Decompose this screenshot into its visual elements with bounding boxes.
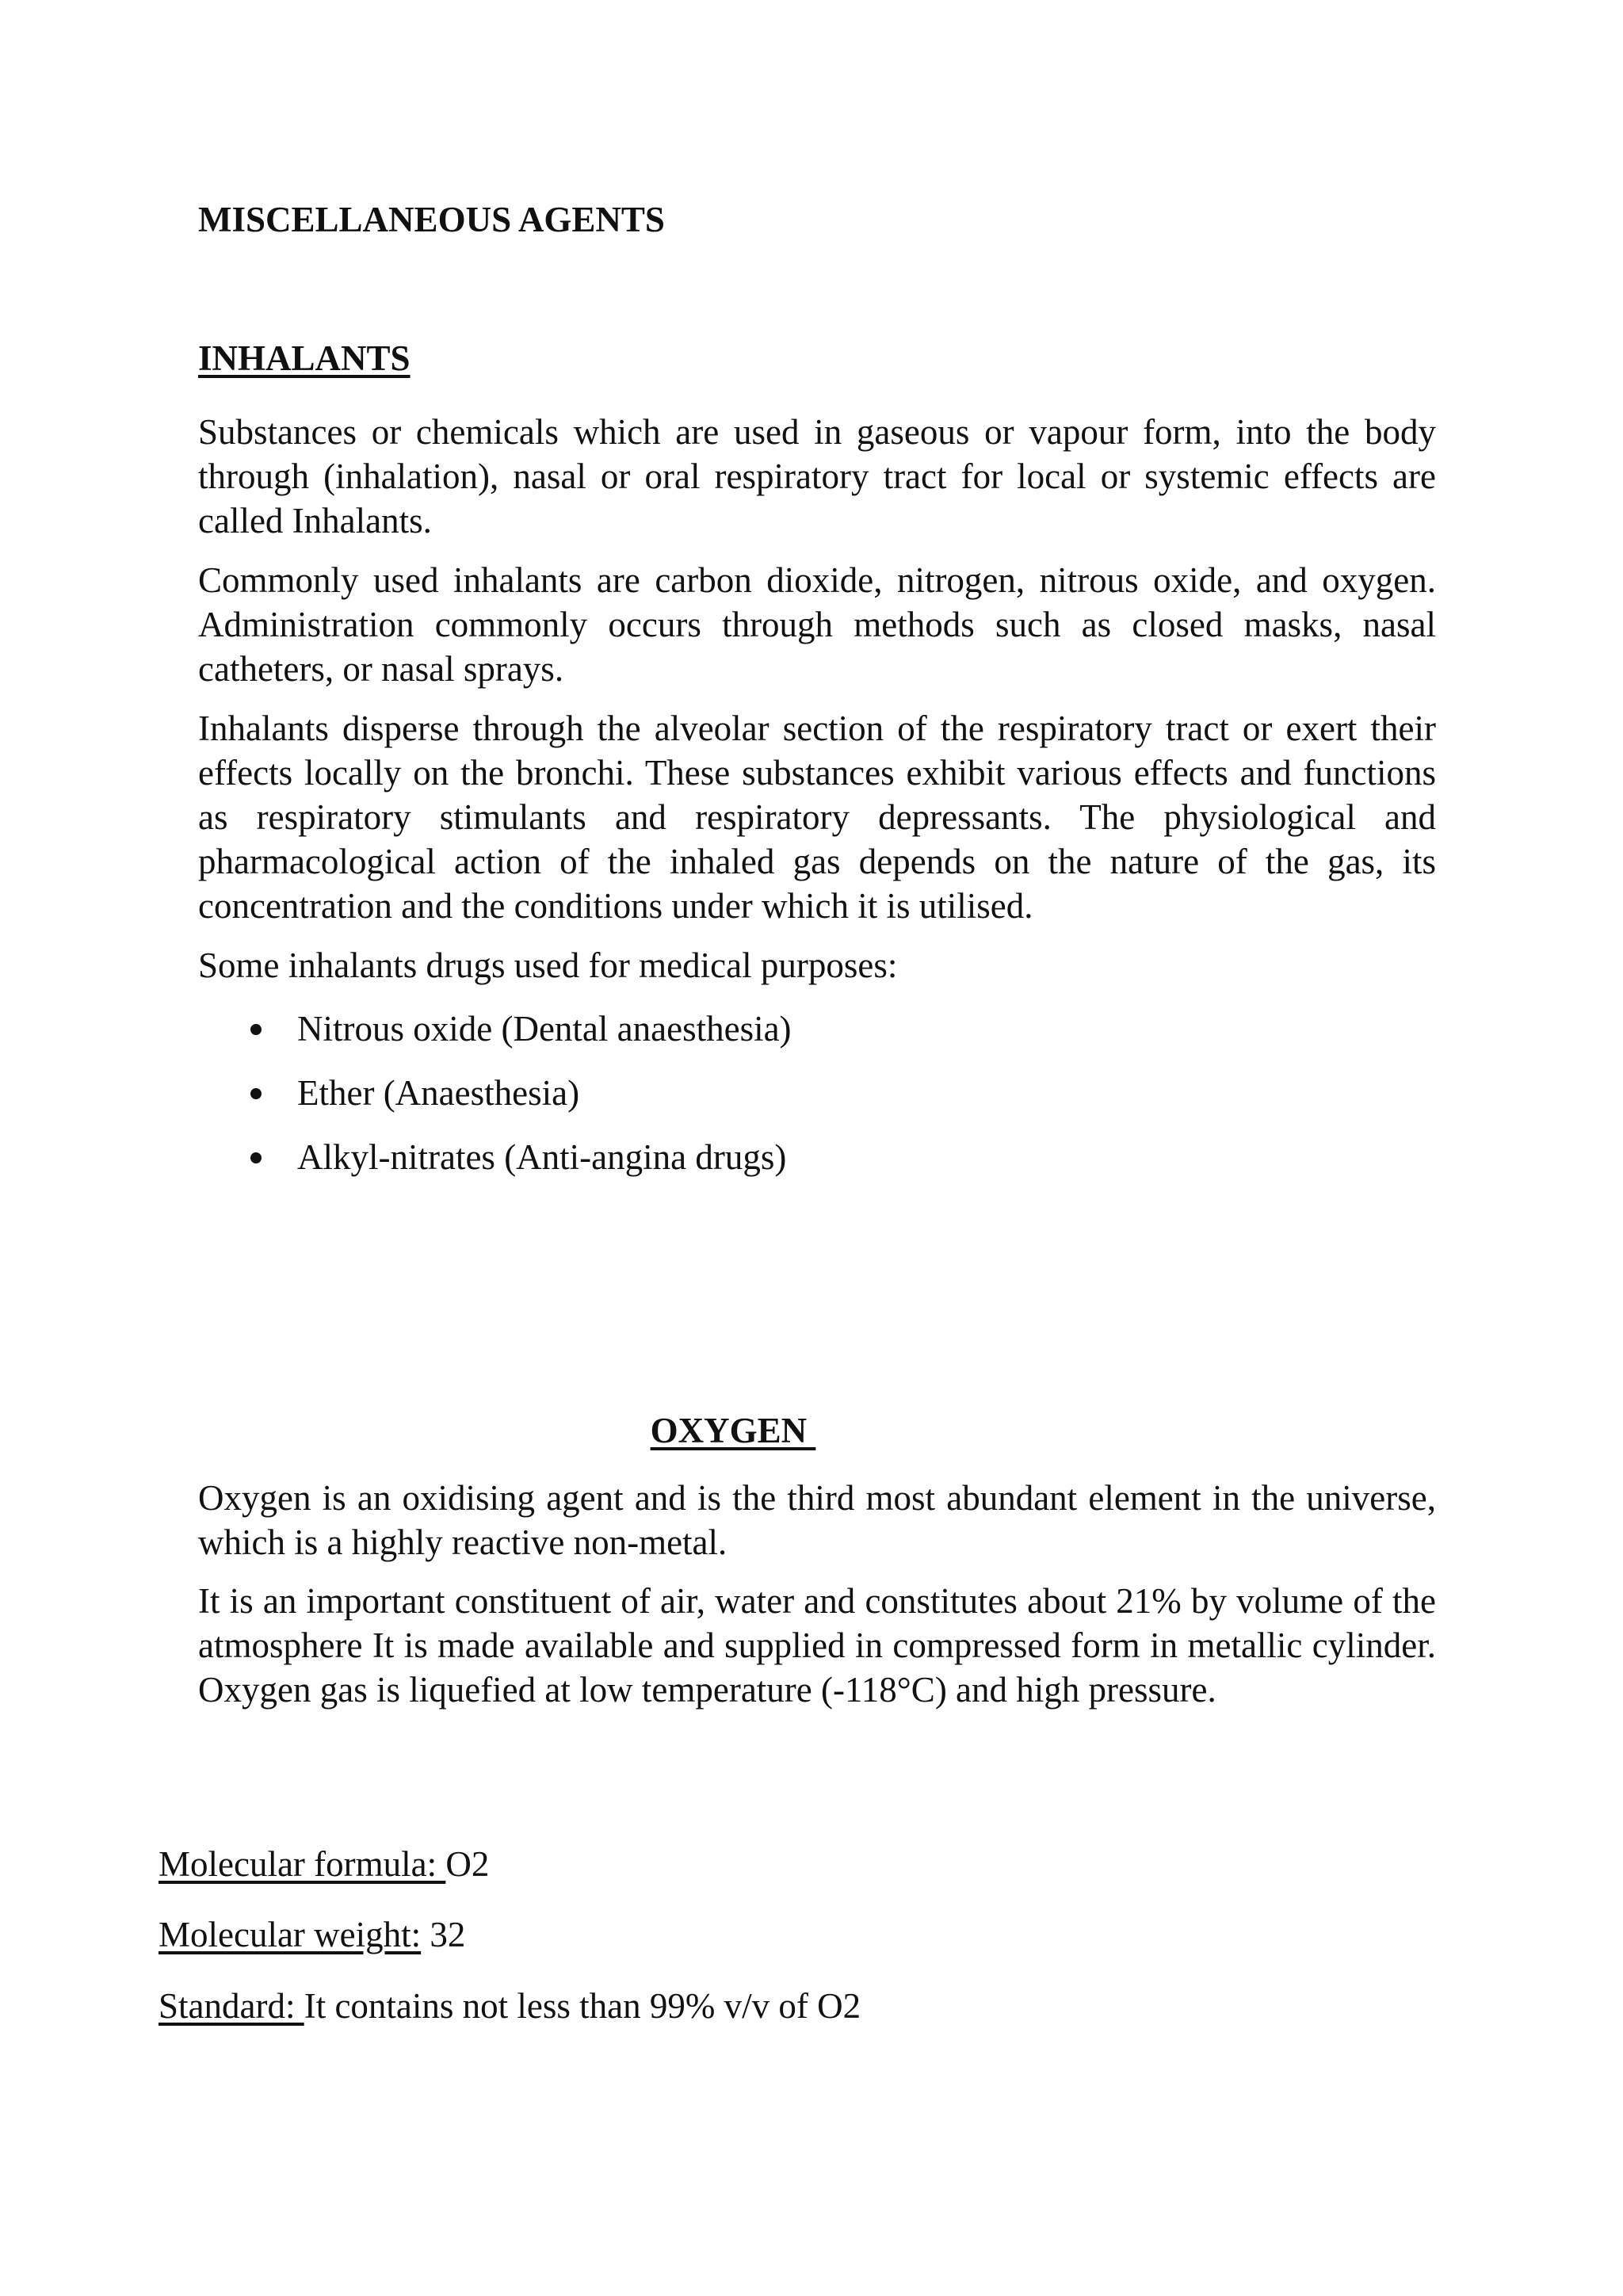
inhalants-definition: Substances or chemicals which are used in gaseous or vapour form, into the body through (inhalation), nasal or oral respiratory tract for local or systemic effects are called Inhalants. <box>198 412 1436 541</box>
inhalants-list-intro: Some inhalants drugs used for medical purposes: <box>198 946 898 985</box>
inhalants-paragraph-3 <box>198 706 1436 928</box>
oxygen-properties-text: It is an important constituent of air, water and constitutes about 21% by volume of the atmosphere It is made available and supplied in compressed form in metallic cylinder. Oxygen gas is liquefied at low temperature (-118°C) and high pressure. <box>198 1581 1436 1710</box>
oxygen-paragraph-2 <box>198 1579 1436 1712</box>
molecular-weight-row <box>158 1912 465 1957</box>
standard-label: Standard: <box>158 1986 304 2026</box>
oxygen-heading <box>0 1409 1466 1452</box>
inhalants-paragraph-4 <box>198 943 1436 988</box>
list-item <box>198 1007 1436 1051</box>
inhalants-drug-list <box>198 1007 1436 1179</box>
list-item-text: Alkyl-nitrates (Anti-angina drugs) <box>297 1137 787 1177</box>
inhalants-drug-list-block <box>198 1007 1436 1199</box>
list-item <box>198 1071 1436 1115</box>
inhalants-paragraph-1 <box>198 410 1436 543</box>
oxygen-heading-text: OXYGEN <box>650 1411 816 1450</box>
molecular-formula-label: Molecular formula: <box>158 1844 446 1884</box>
inhalants-common-uses: Commonly used inhalants are carbon dioxide, nitrogen, nitrous oxide, and oxygen. Administration commonly occurs through methods such as closed masks, nasal catheters, or nasal sprays. <box>198 560 1436 689</box>
list-item-text: Ether (Anaesthesia) <box>297 1073 580 1113</box>
inhalants-paragraph-2 <box>198 558 1436 691</box>
list-item-text: Nitrous oxide (Dental anaesthesia) <box>297 1009 792 1049</box>
page-title: MISCELLANEOUS AGENTS <box>198 200 665 239</box>
bullet-icon <box>250 1152 262 1163</box>
bullet-icon <box>250 1088 262 1099</box>
molecular-weight-value: 32 <box>421 1915 466 1954</box>
standard-value: It contains not less than 99% v/v of O2 <box>304 1986 861 2026</box>
inhalants-mechanism: Inhalants disperse through the alveolar section of the respiratory tract or exert their effects locally on the bronchi. These substances exhibit various effects and functions as respiratory stimulants and respiratory depressants. The physiological and pharmacological action of the inhaled gas depends on the nature of the gas, its concentration and the conditions under which it is utilised. <box>198 709 1436 926</box>
bullet-icon <box>250 1024 262 1035</box>
molecular-weight-label: Molecular weight: <box>158 1915 422 1954</box>
list-item <box>198 1135 1436 1179</box>
oxygen-paragraph-1 <box>198 1476 1436 1564</box>
oxygen-description: Oxygen is an oxidising agent and is the third most abundant element in the universe, which is a highly reactive non-metal. <box>198 1478 1436 1562</box>
inhalants-heading: INHALANTS <box>198 338 411 378</box>
standard-row <box>158 1984 861 2028</box>
molecular-formula-value: O2 <box>445 1844 490 1884</box>
molecular-formula-row <box>158 1842 489 1886</box>
